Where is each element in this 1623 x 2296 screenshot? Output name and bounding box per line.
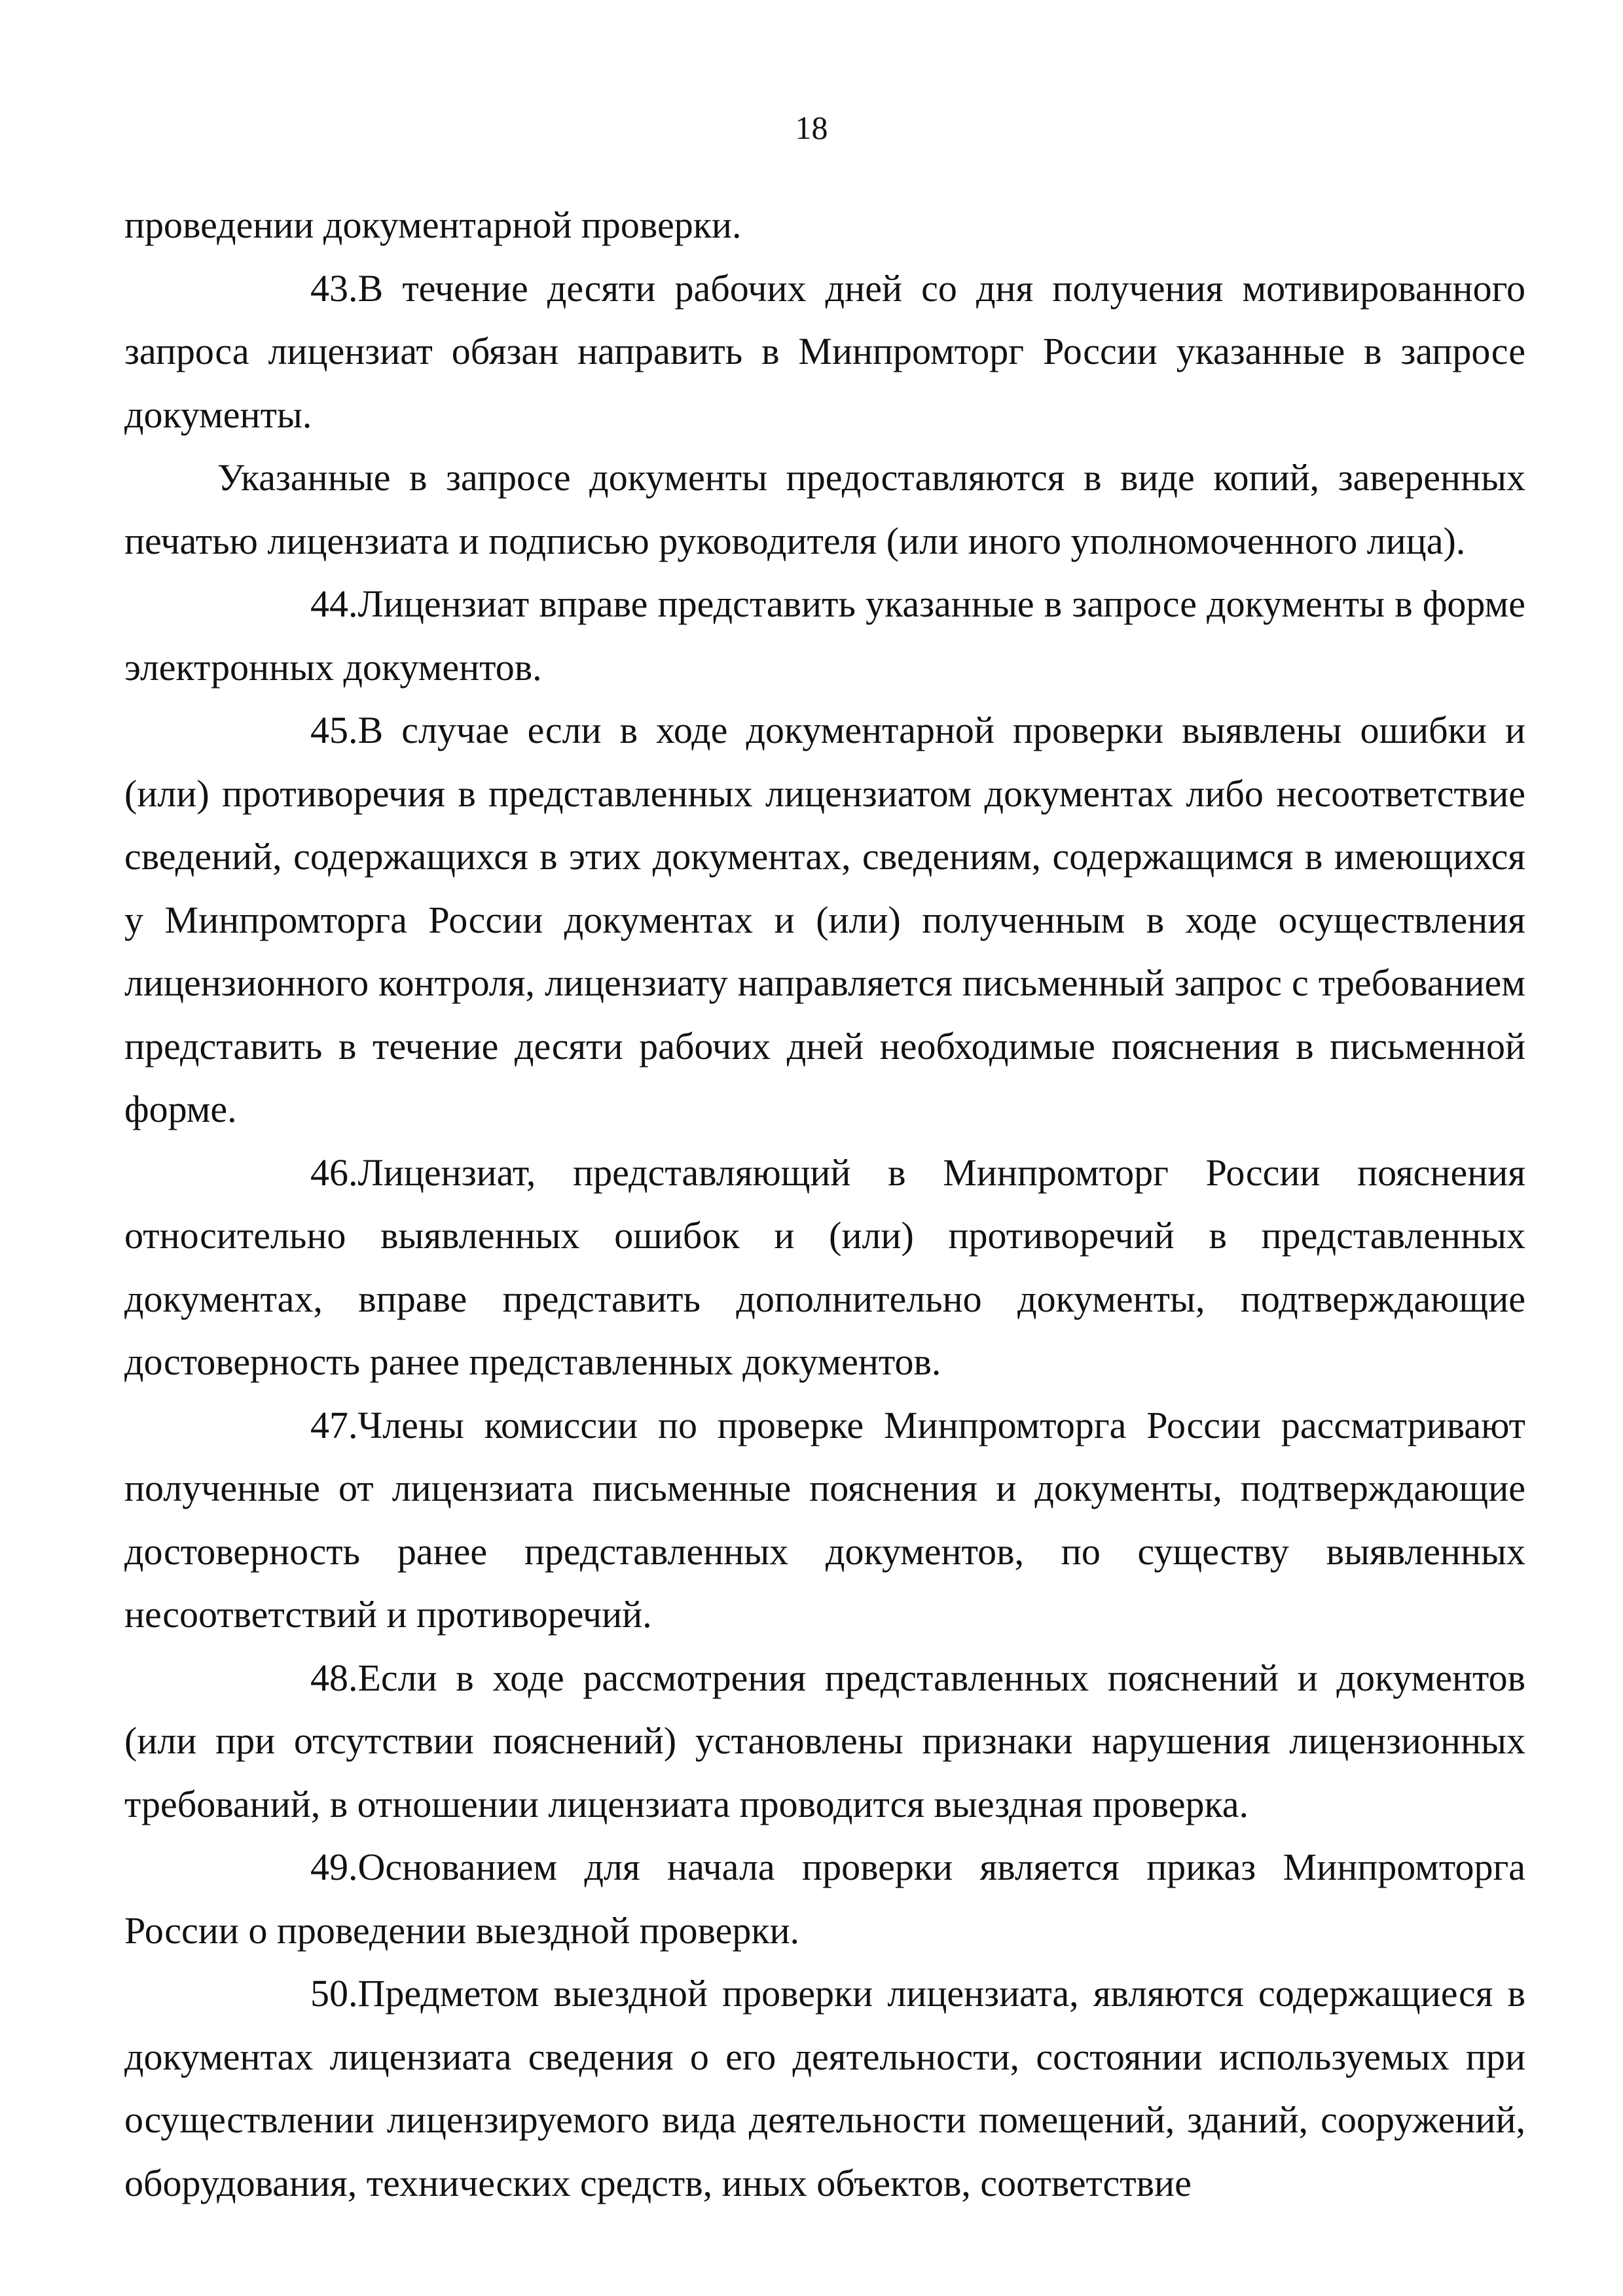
paragraph-number: 47. [310, 1403, 358, 1446]
paragraph-50 [124, 1962, 1525, 2215]
paragraph-43-sub [124, 446, 1525, 573]
paragraph-text: Лицензиат, представляющий в Минпромторг России пояснения относительно выявленных ошибок и (или) противоречий в представленных документах, вправе представить дополнительно документы, подтверждающие достоверность ранее представленных документов. [124, 1151, 1525, 1383]
paragraph-number: 45. [310, 709, 358, 751]
paragraph-text: В течение десяти рабочих дней со дня получения мотивированного запроса лицензиат обязан направить в Минпромторг России указанные в запросе документы. [124, 266, 1525, 436]
paragraph-text: Лицензиат вправе представить указанные в запросе документы в форме электронных документов. [124, 583, 1525, 689]
paragraph-number: 44. [310, 583, 358, 625]
paragraph-text: Предметом выездной проверки лицензиата, являются содержащиеся в документах лицензиата сведения о его деятельности, состоянии используемых при осуществлении лицензируемого вида деятельности помещений, зданий, сооружений, оборудования, технических средств, иных объектов, соответствие [124, 1972, 1525, 2204]
paragraph-48 [124, 1647, 1525, 1837]
paragraph-text: Если в ходе рассмотрения представленных пояснений и документов (или при отсутствии пояснений) установлены признаки нарушения лицензионных требований, в отношении лицензиата проводится выездная проверка. [124, 1656, 1525, 1825]
paragraph-44 [124, 573, 1525, 699]
paragraph-text: Указанные в запросе документы предоставляются в виде копий, заверенных печатью лицензиата и подписью руководителя (или иного уполномоченного лица). [124, 456, 1525, 562]
paragraph-number: 43. [310, 266, 358, 310]
page-number: 18 [795, 109, 828, 146]
paragraph-46 [124, 1141, 1525, 1394]
paragraph-47 [124, 1394, 1525, 1647]
paragraph-text: Основанием для начала проверки является приказ Минпромторга России о проведении выездной проверки. [124, 1846, 1525, 1952]
paragraph-49 [124, 1836, 1525, 1962]
paragraph-text: В случае если в ходе документарной проверки выявлены ошибки и (или) противоречия в представленных лицензиатом документах либо несоответствие сведений, содержащихся в этих документах, сведениям, содержащимся в имеющихся у Минпромторга России документах и (или) полученным в ходе осуществления лицензионного контроля, лицензиату направляется письменный запрос с требованием представить в течение десяти рабочих дней необходимые пояснения в письменной форме. [124, 709, 1525, 1130]
paragraph-text: Члены комиссии по проверке Минпромторга России рассматривают полученные от лицензиата письменные пояснения и документы, подтверждающие достоверность ранее представленных документов, по существу выявленных несоответствий и противоречий. [124, 1403, 1525, 1636]
paragraph-continuation [124, 194, 1525, 257]
document-body [124, 194, 1525, 2215]
paragraph-number: 46. [310, 1151, 358, 1194]
paragraph-number: 49. [310, 1846, 358, 1888]
paragraph-number: 48. [310, 1656, 358, 1699]
paragraph-text: проведении документарной проверки. [124, 204, 742, 246]
paragraph-number: 50. [310, 1972, 358, 2015]
paragraph-45 [124, 699, 1525, 1141]
paragraph-43 [124, 257, 1525, 447]
